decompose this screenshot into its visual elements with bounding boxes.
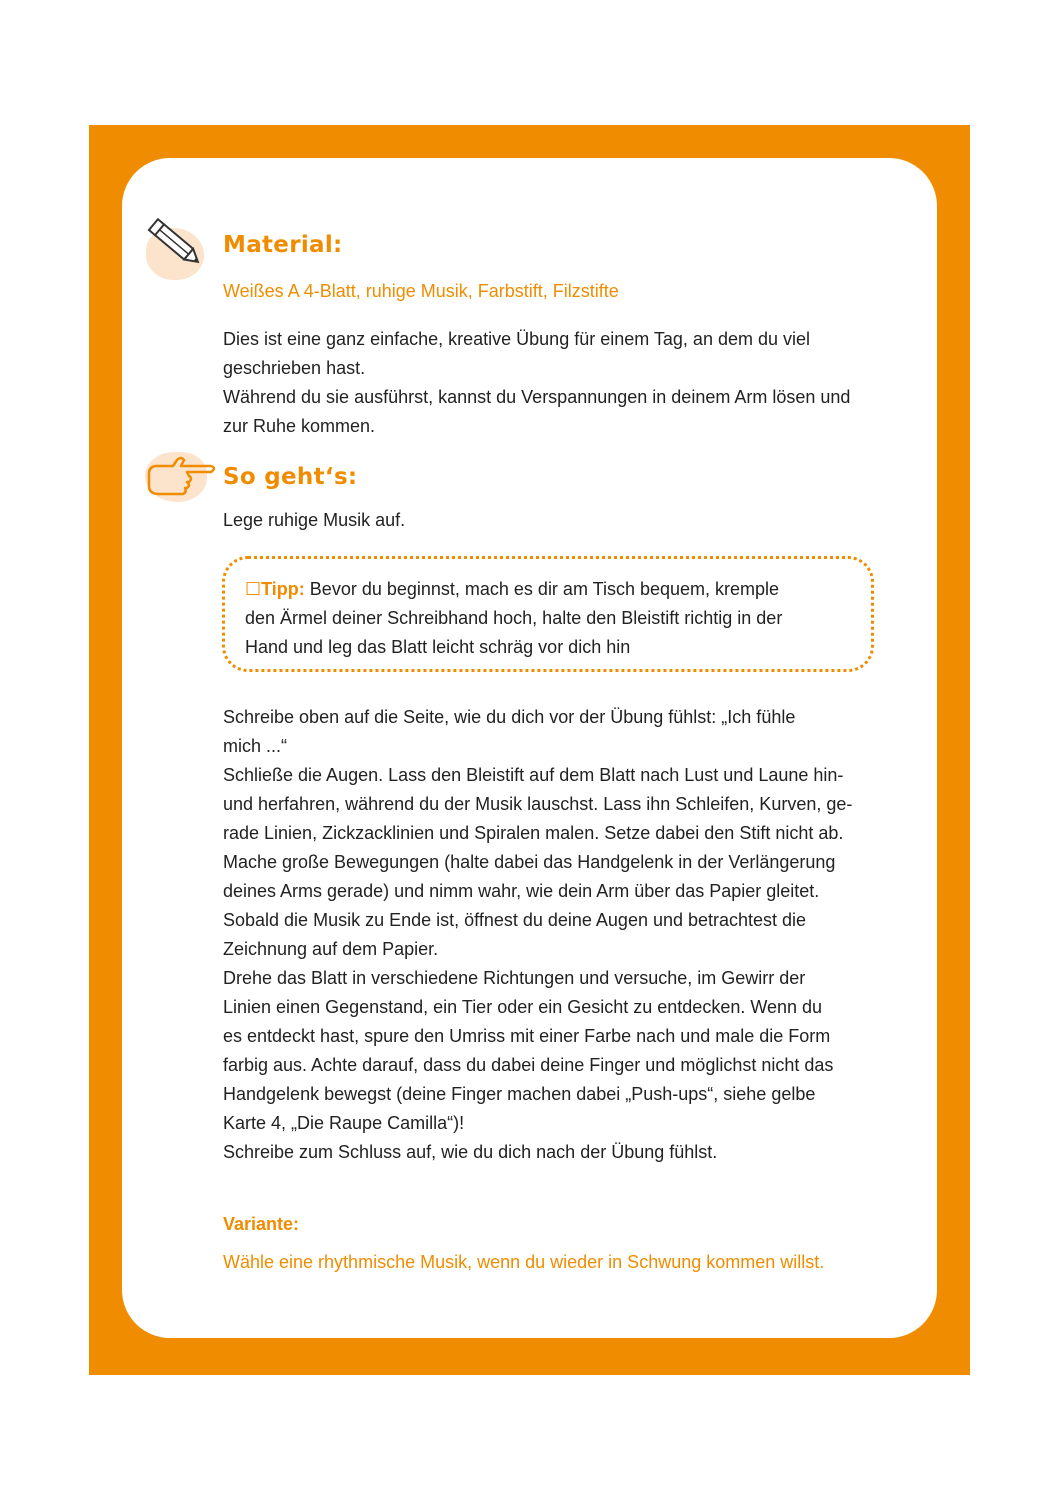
howto-heading: So geht‘s:	[223, 464, 358, 490]
tip-line: Hand und leg das Blatt leicht schräg vor dich hin	[245, 637, 631, 657]
text-line: Mache große Bewegungen (halte dabei das Handgelenk in der Verlängerung	[223, 852, 836, 872]
text-line: mich ...“	[223, 736, 288, 756]
text-line: Sobald die Musik zu Ende ist, öffnest du deine Augen und betrachtest die	[223, 910, 807, 930]
howto-steps	[223, 703, 883, 1167]
pencil-icon	[140, 212, 210, 276]
text-line: zur Ruhe kommen.	[223, 416, 376, 436]
tip-line-text: Bevor du beginnst, mach es dir am Tisch bequem, kremple	[304, 579, 780, 599]
variant-label: Variante:	[223, 1214, 300, 1234]
text-line: Dies ist eine ganz einfache, kreative Übung für einem Tag, an dem du viel	[223, 329, 811, 349]
material-items: Weißes A 4-Blatt, ruhige Musik, Farbstift, Filzstifte	[223, 281, 619, 301]
variant-text: Wähle eine rhythmische Musik, wenn du wieder in Schwung kommen willst.	[223, 1252, 825, 1272]
text-line: Karte 4, „Die Raupe Camilla“)!	[223, 1113, 465, 1133]
text-line: deines Arms gerade) und nimm wahr, wie dein Arm über das Papier gleitet.	[223, 881, 820, 901]
text-line: rade Linien, Zickzacklinien und Spiralen malen. Setze dabei den Stift nicht ab.	[223, 823, 844, 843]
tip-line	[245, 575, 845, 604]
tip-text	[245, 575, 845, 662]
text-line: geschrieben hast.	[223, 358, 366, 378]
text-line: Schreibe zum Schluss auf, wie du dich nach der Übung fühlst.	[223, 1142, 718, 1162]
material-heading: Material:	[223, 232, 343, 258]
text-line: Drehe das Blatt in verschiedene Richtungen und versuche, im Gewirr der	[223, 968, 806, 988]
text-line: Schreibe oben auf die Seite, wie du dich vor der Übung fühlst: „Ich fühle	[223, 707, 796, 727]
text-line: farbig aus. Achte darauf, dass du dabei deine Finger und möglichst nicht das	[223, 1055, 834, 1075]
text-line: Zeichnung auf dem Papier.	[223, 939, 439, 959]
tip-label: ☐Tipp:	[245, 579, 305, 599]
text-line: Während du sie ausführst, kannst du Verspannungen in deinem Arm lösen und	[223, 387, 851, 407]
text-line: Linien einen Gegenstand, ein Tier oder ein Gesicht zu entdecken. Wenn du	[223, 997, 823, 1017]
text-line: und herfahren, während du der Musik lauschst. Lass ihn Schleifen, Kurven, ge-	[223, 794, 853, 814]
pointing-hand-icon	[143, 452, 219, 500]
material-intro	[223, 325, 883, 441]
howto-first-step: Lege ruhige Musik auf.	[223, 510, 406, 530]
tip-line: den Ärmel deiner Schreibhand hoch, halte den Bleistift richtig in der	[245, 608, 783, 628]
text-line: es entdeckt hast, spure den Umriss mit einer Farbe nach und male die Form	[223, 1026, 831, 1046]
text-line: Schließe die Augen. Lass den Bleistift auf dem Blatt nach Lust und Laune hin-	[223, 765, 844, 785]
text-line: Handgelenk bewegst (deine Finger machen dabei „Push-ups“, siehe gelbe	[223, 1084, 816, 1104]
